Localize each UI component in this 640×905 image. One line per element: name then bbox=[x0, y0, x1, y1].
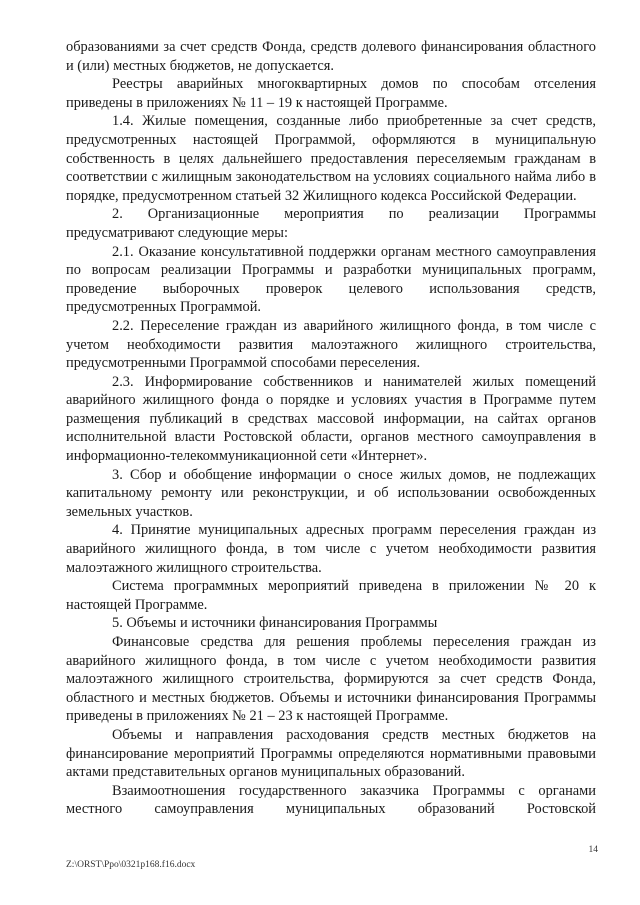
paragraph-registry: Реестры аварийных многоквартирных домов по способам отселения приведены в приложениях № 11 – 19 к настоящей Программе. bbox=[66, 76, 596, 111]
paragraph-2-1: 2.1. Оказание консультативной поддержки органам местного самоуправления по вопросам реализации Программы и разработки муниципальных программ, проведение выборочных проверок целевого использования средств, предусмотренных Программой. bbox=[66, 243, 596, 316]
document-body bbox=[66, 38, 596, 819]
section-heading: 5. Объемы и источники финансирования Программы bbox=[112, 615, 438, 632]
paragraph-system: Система программных мероприятий приведена в приложении № 20 к настоящей Программе. bbox=[66, 578, 596, 613]
paragraph-local-budgets: Объемы и направления расходования средств местных бюджетов на финансирование мероприятий Программы определяются нормативными правовыми актами представительных органов муниципальных образований. bbox=[66, 726, 596, 781]
paragraph-2-3: 2.3. Информирование собственников и нанимателей жилых помещений аварийного жилищного фонда о порядке и условиях участия в Программе путем размещения публикаций в средствах массовой информации, на сайтах органов исполнительной власти Ростовской области, органов местного самоуправления в информационно-телекоммуникационной сети «Интернет». bbox=[66, 373, 596, 465]
paragraph-2-2: 2.2. Переселение граждан из аварийного жилищного фонда, в том числе с учетом необходимости развития малоэтажного жилищного строительства, предусмотренными Программой способами переселения. bbox=[66, 317, 596, 372]
paragraph-1-4: 1.4. Жилые помещения, созданные либо приобретенные за счет средств, предусмотренных настоящей Программой, оформляются в муниципальную собственность в целях дальнейшего предоставления переселяемым гражданам в соответствии с жилищным законодательством на условиях социального найма либо в порядке, предусмотренном статьей 32 Жилищного кодекса Российской Федерации. bbox=[66, 113, 596, 204]
paragraph-relations: Взаимоотношения государственного заказчика Программы с органами местного самоуправления муниципальных образований Ростовской bbox=[66, 782, 596, 818]
paragraph-3: 3. Сбор и обобщение информации о сносе жилых домов, не подлежащих капитальному ремонту или реконструкции, и об использовании освобожденных земельных участков. bbox=[66, 466, 596, 520]
page-number: 14 bbox=[588, 845, 598, 855]
file-path-footer: Z:\ORST\Ppo\0321p168.f16.docx bbox=[66, 860, 196, 870]
paragraph-4: 4. Принятие муниципальных адресных программ переселения граждан из аварийного жилищного фонда, в том числе с учетом необходимости развития малоэтажного жилищного строительства. bbox=[66, 522, 596, 576]
paragraph-continuation: образованиями за счет средств Фонда, средств долевого финансирования областного и (или) местных бюджетов, не допускается. bbox=[66, 39, 596, 74]
paragraph-2: 2. Организационные мероприятия по реализации Программы предусматривают следующие меры: bbox=[66, 206, 596, 241]
paragraph-financing: Финансовые средства для решения проблемы переселения граждан из аварийного жилищного фонда, в том числе с учетом необходимости развития малоэтажного жилищного строительства, формируются за счет средств Фонда, областного и местных бюджетов. Объемы и источники финансирования Программы приведены в приложениях № 21 – 23 к настоящей Программе. bbox=[66, 634, 596, 725]
